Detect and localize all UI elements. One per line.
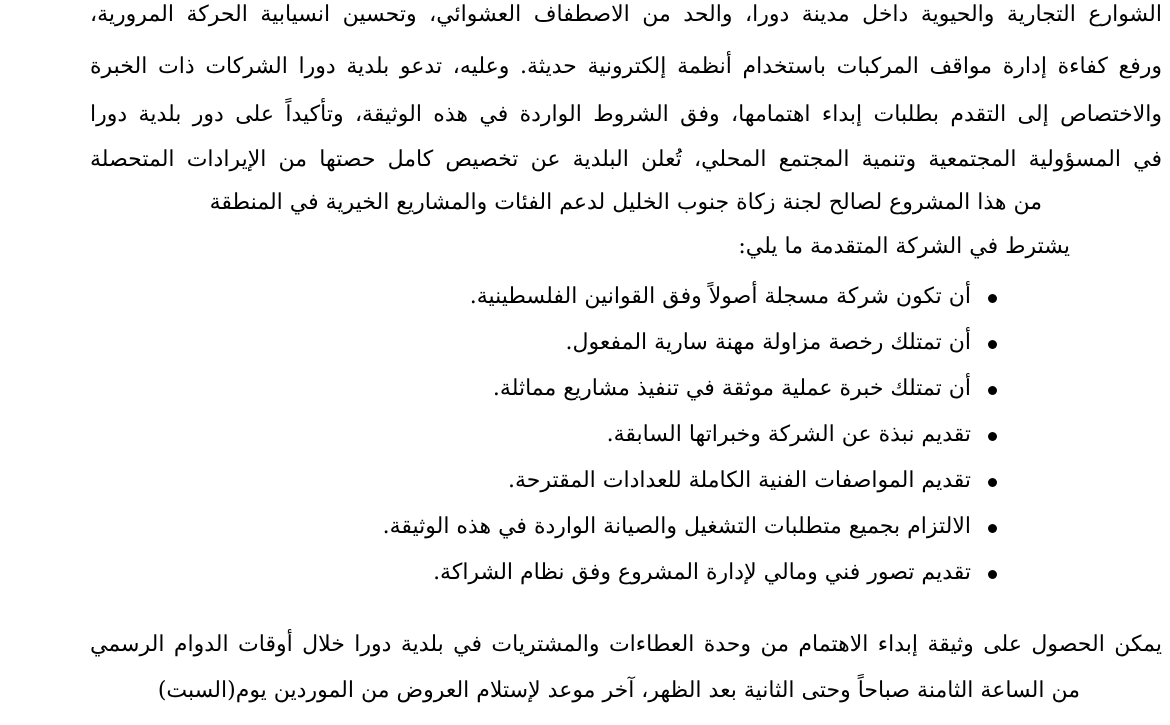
paragraph-line: من الساعة الثامنة صباحاً وحتى الثانية بعد الظهر، آخر موعد لإستلام العروض من الموردين يوم(السبت) [157, 678, 1080, 703]
bullet-icon [988, 340, 997, 349]
list-item-text: الالتزام بجميع متطلبات التشغيل والصيانة الواردة في هذه الوثيقة. [382, 514, 971, 539]
list-item-text: أن تمتلك رخصة مزاولة مهنة سارية المفعول. [565, 330, 971, 355]
bullet-icon [988, 524, 997, 533]
paragraph-line: والاختصاص إلى التقدم بطلبات إبداء اهتمامها، وفق الشروط الواردة في هذه الوثيقة، وتأكيداً على دور بلدية دورا [90, 102, 1162, 127]
paragraph-line: ورفع كفاءة إدارة مواقف المركبات باستخدام أنظمة إلكترونية حديثة. وعليه، تدعو بلدية دورا الشركات ذات الخبرة [90, 54, 1162, 79]
list-item-text: أن تمتلك خبرة عملية موثقة في تنفيذ مشاريع مماثلة. [492, 376, 971, 401]
bullet-icon [988, 432, 997, 441]
list-item-text: تقديم تصور فني ومالي لإدارة المشروع وفق نظام الشراكة. [433, 560, 971, 585]
bullet-icon [988, 478, 997, 487]
bullet-icon [988, 294, 997, 303]
list-item-text: أن تكون شركة مسجلة أصولاً وفق القوانين الفلسطينية. [469, 284, 971, 309]
requirements-heading: يشترط في الشركة المتقدمة ما يلي: [738, 234, 1070, 259]
list-item-text: تقديم نبذة عن الشركة وخبراتها السابقة. [606, 422, 971, 447]
bullet-icon [988, 386, 997, 395]
paragraph-line: يمكن الحصول على وثيقة إبداء الاهتمام من وحدة العطاءات والمشتريات في بلدية دورا خلال أوقات الدوام الرسمي [90, 632, 1162, 657]
paragraph-line: من هذا المشروع لصالح لجنة زكاة جنوب الخليل لدعم الفئات والمشاريع الخيرية في المنطقة [209, 190, 1042, 215]
list-item-text: تقديم المواصفات الفنية الكاملة للعدادات المقترحة. [507, 468, 971, 493]
paragraph-line: في المسؤولية المجتمعية وتنمية المجتمع المحلي، تُعلن البلدية عن تخصيص كامل حصتها من الإيرادات المتحصلة [90, 147, 1162, 172]
bullet-icon [988, 570, 997, 579]
paragraph-line: الشوارع التجارية والحيوية داخل مدينة دورا، والحد من الاصطفاف العشوائي، وتحسين انسيابية الحركة المرورية، [90, 2, 1162, 27]
